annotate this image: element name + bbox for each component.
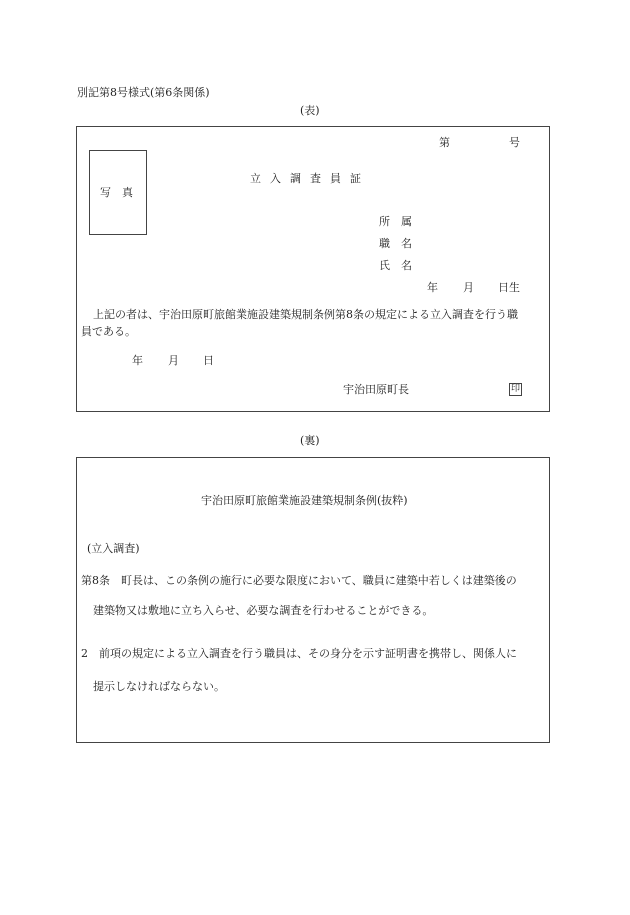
- certificate-front: [76, 126, 550, 412]
- issue-month-label: 月: [168, 354, 179, 367]
- paragraph-2-line-1: 2 前項の規定による立入調査を行う職員は、その身分を示す証明書を携帯し、関係人に: [81, 647, 517, 660]
- birth-year-label: 年: [427, 281, 438, 294]
- statement-line-2: 員である。: [81, 325, 136, 338]
- card-title: 立入調査員証: [250, 172, 370, 185]
- position-label: 職 名: [379, 237, 412, 250]
- birth-day-label: 日生: [498, 281, 520, 294]
- paragraph-2-line-2: 提示しなければならない。: [93, 680, 225, 693]
- photo-box: [89, 150, 147, 235]
- issuer-name: 宇治田原町長: [343, 383, 409, 396]
- photo-label: 写 真: [100, 186, 133, 199]
- article-8-line-2: 建築物又は敷地に立ち入らせ、必要な調査を行わせることができる。: [93, 604, 434, 617]
- number-suffix: 号: [509, 136, 520, 149]
- ordinance-title: 宇治田原町旅館業施設建築規制条例(抜粋): [201, 494, 408, 507]
- number-prefix: 第: [439, 136, 450, 149]
- article-8-line-1: 第8条 町長は、この条例の施行に必要な限度において、職員に建築中若しくは建築後の: [81, 574, 517, 587]
- birth-month-label: 月: [463, 281, 474, 294]
- certificate-back: [76, 457, 550, 743]
- section-heading: (立入調査): [87, 542, 140, 555]
- seal-mark: 印: [510, 384, 520, 394]
- back-label: (裏): [300, 434, 320, 447]
- issue-year-label: 年: [132, 354, 143, 367]
- issue-day-label: 日: [203, 354, 214, 367]
- name-label: 氏 名: [379, 259, 412, 272]
- statement-line-1: 上記の者は、宇治田原町旅館業施設建築規制条例第8条の規定による立入調査を行う職: [93, 308, 518, 321]
- front-label: (表): [300, 104, 320, 117]
- affiliation-label: 所 属: [379, 215, 412, 228]
- form-title: 別記第8号様式(第6条関係): [77, 86, 210, 99]
